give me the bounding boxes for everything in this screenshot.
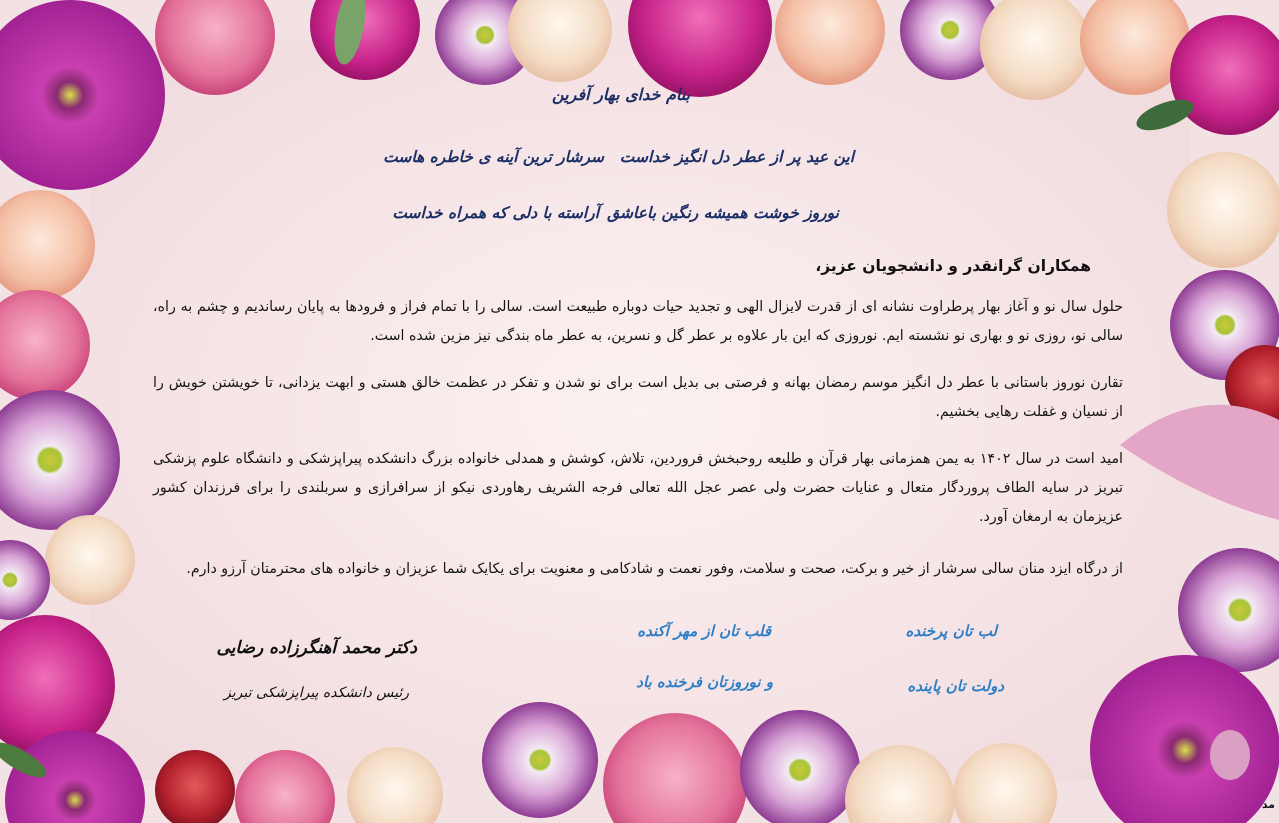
letter-paragraph-4: از درگاه ایزد منان سالی سرشار از خیر و برکت، صحت و سلامت، وفور نعمت و شادکامی و معنویت برای یکایک شما عزیزان و خانواده های محترمتان آرزو دارم. — [186, 561, 1123, 577]
poem-line2-right: نوروز خوشت همیشه رنگین باعاشق — [607, 203, 839, 222]
poem-line2-left: آراسته با دلی که همراه خداست — [392, 203, 599, 222]
signature-name: دکتر محمد آهنگرزاده رضایی — [216, 638, 417, 658]
wish-1: لب تان پرخنده — [905, 622, 997, 640]
corner-mark: مد — [1261, 798, 1275, 811]
wish-3: دولت تان پاینده — [907, 677, 1004, 695]
wish-2: قلب تان از مهر آکنده — [637, 622, 771, 640]
poem-line1-right: این عید پر از عطر دل انگیز خداست — [619, 147, 854, 166]
signature-title: رئیس دانشکده پیراپزشکی تبریز — [224, 685, 409, 701]
letter-paragraph-3: امید است در سال ۱۴۰۲ به یمن همزمانی بهار قرآن و طلیعه روحبخش فروردین، تلاش، کوشش و همدلی خانواده بزرگ دانشکده پیراپزشکی و دانشگاه علوم پزشکی تبریز در سایه الطاف پروردگار متعال و عنایات حضرت ولی عصر عجل الله تعالی فرجه الشریف رهاوردی نیکو از سرافرازی و سربلندی را برای فرزندان کشور عزیزمان به ارمغان آورد. — [153, 451, 1123, 525]
letter-paragraph-2: تقارن نوروز باستانی با عطر دل انگیز موسم رمضان بهانه و فرصتی بی بدیل است برای نو شدن و تفکر در عظمت خالق هستی و ابهت یزدانی، تا خویشتن خویش را از نسیان و غفلت رهایی بخشیم. — [153, 375, 1123, 420]
letter-paragraph-1: حلول سال نو و آغاز بهار پرطراوت نشانه ای از قدرت لایزال الهی و تجدید حیات دوباره طبیعت است. سالی را با تمام فراز و فرودها به پایان رساندیم و چشم به راه، سالی نو، روزی نو و بهاری نو نشسته ایم. نوروزی که این بار علاوه بر عطر گل و نسرین، به عطر ماه بندگی نیز مزین شده است. — [153, 299, 1123, 344]
letter-greeting: همکاران گرانقدر و دانشجویان عزیز، — [815, 257, 1091, 275]
poem-line1-left: سرشار ترین آینه ی خاطره هاست — [383, 147, 604, 166]
wish-4: و نوروزتان فرخنده باد — [636, 673, 773, 691]
invocation-title: بنام خدای بهار آفرین — [551, 85, 690, 104]
